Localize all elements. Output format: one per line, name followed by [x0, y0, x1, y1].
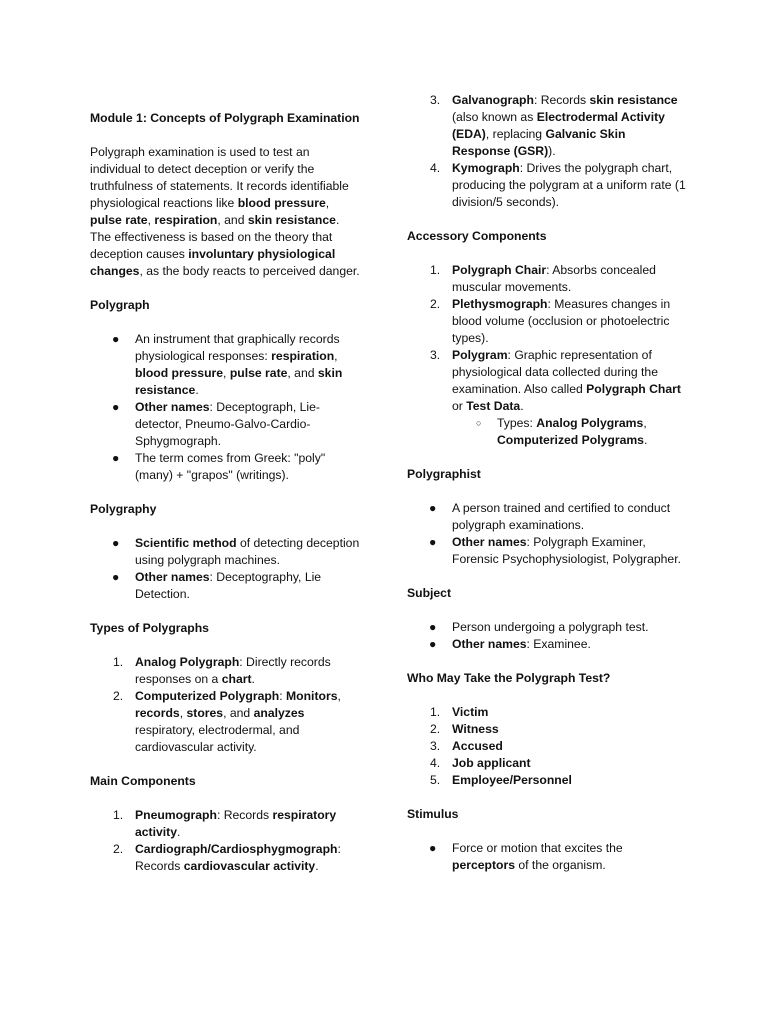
- bold-term: stores: [186, 706, 224, 720]
- list-item-text: [452, 705, 488, 719]
- section-heading: Polygraph: [90, 298, 150, 312]
- list-number: 1.: [430, 705, 441, 719]
- list-item-text: Other names: Deceptography, Lie Detection.: [135, 570, 322, 601]
- main-components-continued: [407, 92, 687, 211]
- bold-term: Kymograph: [452, 161, 520, 175]
- list-number: 4.: [430, 756, 441, 770]
- numbered-list-item: [90, 841, 362, 875]
- bold-term: Cardiograph/Cardiosphygmograph: [135, 842, 338, 856]
- section-heading: Main Components: [90, 774, 196, 788]
- bold-term: records: [135, 706, 180, 720]
- list-number: 2.: [113, 842, 124, 856]
- bullet-list-item: [407, 619, 687, 636]
- list-number: 2.: [113, 689, 124, 703]
- bold-term: Computerized Polygraph: [135, 689, 280, 703]
- list-item-text: An instrument that graphically records physiological responses: respiration, blood pressure, pulse rate, and skin resistance.: [135, 332, 343, 397]
- bullet-icon: ●: [112, 570, 120, 584]
- list-item-text: A person trained and certified to conduct polygraph examinations.: [452, 501, 671, 532]
- bullet-list-item: [407, 636, 687, 653]
- bullet-list: [90, 535, 362, 603]
- list-item-text: [452, 722, 499, 736]
- list-number: 1.: [113, 808, 124, 822]
- list-number: 5.: [430, 773, 441, 787]
- bold-term: involuntary physiological changes: [90, 247, 336, 278]
- list-number: 2.: [430, 297, 441, 311]
- bullet-list-item: [90, 450, 362, 484]
- bold-term: respiration: [154, 213, 218, 227]
- bold-term: skin resistance: [247, 213, 336, 227]
- numbered-list-item: [90, 807, 362, 841]
- bullet-icon: ●: [112, 332, 120, 346]
- bold-term: Polygraph Chair: [452, 263, 547, 277]
- numbered-list-item: [407, 347, 687, 415]
- list-item-text: Polygram: Graphic representation of physiological data collected during the examination. Also called Polygraph Chart or Test Data.: [452, 348, 681, 413]
- bold-term: Analog Polygrams: [536, 416, 644, 430]
- bold-term: Test Data: [466, 399, 521, 413]
- list-number: 2.: [430, 722, 441, 736]
- bullet-list-item: [407, 534, 687, 568]
- bullet-list: [407, 840, 687, 874]
- list-item-text: The term comes from Greek: "poly" (many) + "grapos" (writings).: [135, 451, 326, 482]
- numbered-list: [407, 262, 687, 415]
- numbered-list-item: [407, 262, 687, 296]
- bold-term: Electrodermal Activity (EDA): [452, 110, 665, 141]
- bold-term: skin resistance: [589, 93, 678, 107]
- bold-term: Scientific method: [135, 536, 237, 550]
- list-number: 3.: [430, 348, 441, 362]
- bold-term: pulse rate: [229, 366, 288, 380]
- list-item-text: Force or motion that excites the perceptors of the organism.: [452, 841, 623, 872]
- bold-term: Victim: [452, 705, 489, 719]
- list-item-text: [452, 756, 531, 770]
- numbered-list-item: [407, 92, 687, 160]
- numbered-list-item: [407, 772, 687, 789]
- numbered-list-item: [407, 296, 687, 347]
- list-number: 1.: [113, 655, 124, 669]
- left-column: [90, 110, 362, 875]
- bold-term: Polygram: [452, 348, 508, 362]
- bullet-icon: ●: [429, 841, 437, 855]
- list-item-text: [452, 773, 572, 787]
- bold-term: cardiovascular activity: [183, 859, 316, 873]
- bold-term: Pneumograph: [135, 808, 217, 822]
- bullet-list: [90, 331, 362, 484]
- section-heading: Stimulus: [407, 807, 459, 821]
- section-heading: Accessory Components: [407, 229, 547, 243]
- numbered-list-item: [407, 721, 687, 738]
- bold-term: respiration: [271, 349, 335, 363]
- numbered-list-item: [90, 654, 362, 688]
- list-item-text: Polygraph Chair: Absorbs concealed muscular movements.: [452, 263, 656, 294]
- section-heading: Polygraphy: [90, 502, 157, 516]
- list-item-text: Other names: Polygraph Examiner, Forensic Psychophysiologist, Polygrapher.: [452, 535, 681, 566]
- list-item-text: Other names: Examinee.: [452, 637, 591, 651]
- bullet-list: [407, 619, 687, 653]
- bullet-list-item: [90, 399, 362, 450]
- bold-term: Job applicant: [452, 756, 531, 770]
- bullet-list-item: [90, 535, 362, 569]
- numbered-list-item: [407, 738, 687, 755]
- list-item-text: Computerized Polygraph: Monitors, records, stores, and analyzes respiratory, electrodermal, and cardiovascular activity.: [135, 689, 341, 754]
- bold-term: Other names: [135, 570, 210, 584]
- bold-term: Plethysmograph: [452, 297, 548, 311]
- bullet-list-item: [407, 500, 687, 534]
- list-number: 1.: [430, 263, 441, 277]
- bold-term: Computerized Polygrams: [497, 433, 644, 447]
- numbered-list-item: [407, 160, 687, 211]
- bullet-icon: ●: [112, 400, 120, 414]
- list-item-text: Types: Analog Polygrams, Computerized Polygrams.: [497, 416, 648, 447]
- section-heading: Subject: [407, 586, 452, 600]
- right-sections: [407, 211, 687, 874]
- bold-term: blood pressure: [237, 196, 326, 210]
- numbered-list-item: [407, 755, 687, 772]
- numbered-list-item: [407, 704, 687, 721]
- bullet-list-item: [90, 331, 362, 399]
- bold-term: Other names: [452, 637, 527, 651]
- bold-term: analyzes: [253, 706, 305, 720]
- list-item-text: Scientific method of detecting deception using polygraph machines.: [135, 536, 360, 567]
- bold-term: blood pressure: [135, 366, 224, 380]
- bold-term: Galvanic Skin Response (GSR): [452, 127, 626, 158]
- list-item-text: [452, 739, 503, 753]
- bold-term: respiratory activity: [135, 808, 337, 839]
- list-number: 3.: [430, 93, 441, 107]
- right-column: [407, 92, 687, 874]
- bullet-icon: ●: [112, 451, 120, 465]
- bold-term: Analog Polygraph: [135, 655, 240, 669]
- bold-term: skin resistance: [135, 366, 343, 397]
- bullet-icon: ●: [429, 535, 437, 549]
- bold-term: perceptors: [452, 858, 515, 872]
- numbered-list: [90, 807, 362, 875]
- list-item-text: Other names: Deceptograph, Lie-detector, Pneumo-Galvo-Cardio-Sphygmograph.: [135, 400, 320, 448]
- bullet-icon: ●: [429, 620, 437, 634]
- list-item-text: Cardiograph/Cardiosphygmograph: Records cardiovascular activity.: [135, 842, 341, 873]
- bold-term: Polygraph Chart: [586, 382, 681, 396]
- numbered-list: [407, 704, 687, 789]
- list-item-text: Plethysmograph: Measures changes in blood volume (occlusion or photoelectric types).: [452, 297, 671, 345]
- bold-term: Other names: [135, 400, 210, 414]
- bullet-icon: ●: [429, 637, 437, 651]
- numbered-list-item: [90, 688, 362, 756]
- list-item-text: Pneumograph: Records respiratory activity.: [135, 808, 337, 839]
- left-sections: [90, 280, 362, 875]
- section-heading: Polygraphist: [407, 467, 481, 481]
- bullet-list-item: [407, 840, 687, 874]
- sub-list-item: [452, 415, 687, 449]
- numbered-list: [90, 654, 362, 756]
- bold-term: Accused: [452, 739, 503, 753]
- bold-term: Monitors: [286, 689, 338, 703]
- bold-term: Galvanograph: [452, 93, 534, 107]
- section-heading: Who May Take the Polygraph Test?: [407, 671, 611, 685]
- list-number: 3.: [430, 739, 441, 753]
- list-item-text: Analog Polygraph: Directly records responses on a chart.: [135, 655, 331, 686]
- bullet-icon: ●: [429, 501, 437, 515]
- bold-term: pulse rate: [90, 213, 148, 227]
- hollow-bullet-icon: ○: [476, 418, 482, 428]
- bold-term: Other names: [452, 535, 527, 549]
- sub-list: [452, 415, 687, 449]
- bold-term: Witness: [452, 722, 499, 736]
- intro-paragraph: Polygraph examination is used to test an individual to detect deception or verify the truthfulness of statements. It records identifiable physiological reactions like blood pressure, pulse rate, respiration, and skin resistance. The effectiveness is based on the theory that deception causes involuntary physiological changes, as the body reacts to perceived danger.: [90, 145, 360, 278]
- bullet-list-item: [90, 569, 362, 603]
- list-item-text: Galvanograph: Records skin resistance (also known as Electrodermal Activity (EDA), replacing Galvanic Skin Response (GSR)).: [452, 93, 678, 158]
- section-heading: Types of Polygraphs: [90, 621, 209, 635]
- bold-term: Employee/Personnel: [452, 773, 572, 787]
- list-item-text: Person undergoing a polygraph test.: [452, 620, 649, 634]
- bullet-icon: ●: [112, 536, 120, 550]
- list-item-text: Kymograph: Drives the polygraph chart, producing the polygram at a uniform rate (1 division/5 seconds).: [452, 161, 686, 209]
- page-title: Module 1: Concepts of Polygraph Examination: [90, 111, 360, 125]
- list-number: 4.: [430, 161, 441, 175]
- bullet-list: [407, 500, 687, 568]
- bold-term: chart: [221, 672, 252, 686]
